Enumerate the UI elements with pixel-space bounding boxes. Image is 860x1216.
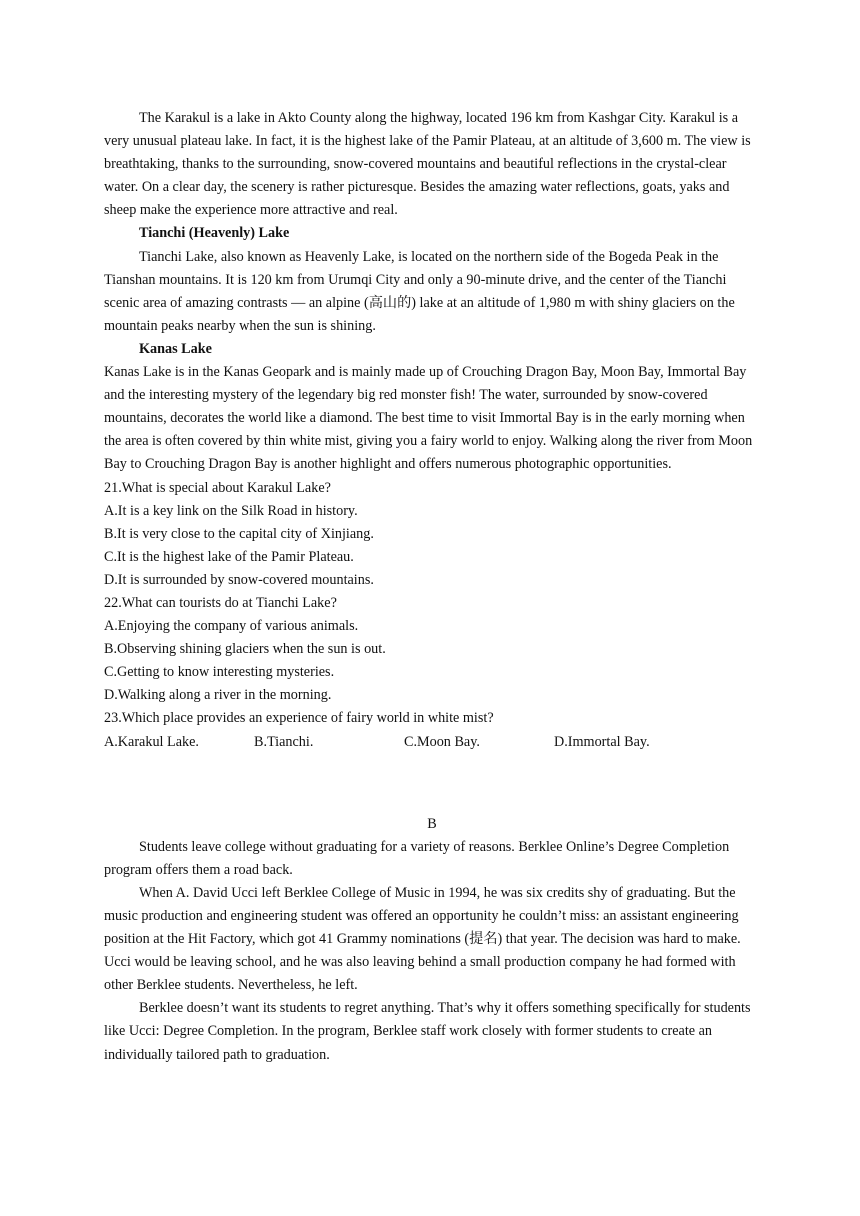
option-a: A.It is a key link on the Silk Road in history. bbox=[104, 502, 358, 519]
kanas-heading: Kanas Lake bbox=[139, 340, 212, 357]
option-d: D.Immortal Bay. bbox=[554, 733, 650, 750]
tianchi-heading: Tianchi (Heavenly) Lake bbox=[139, 225, 290, 242]
karakul-paragraph: The Karakul is a lake in Akto County along the highway, located 196 km from Kashgar City. Karakul is a very unusual plateau lake. In fact, it is the highest lake of the Pamir Plateau, at an altitude of 3,600 m. The view is breathtaking, thanks to the surrounding, snow-covered mountains and beautiful reflections in the crystal-clear water. On a clear day, the scenery is rather picturesque. Besides the amazing water reflections, goats, yaks and sheep make the experience more attractive and real. bbox=[104, 110, 751, 219]
option-b: B.It is very close to the capital city of Xinjiang. bbox=[104, 525, 374, 542]
question-stem: 21.What is special about Karakul Lake? bbox=[104, 479, 331, 496]
kanas-paragraph: Kanas Lake is in the Kanas Geopark and is mainly made up of Crouching Dragon Bay, Moon Bay, Immortal Bay and the interesting mystery of the legendary big red monster fish! The water, surrounded by snow-covered mountains, decorates the world like a diamond. The best time to visit Immortal Bay is in the early morning when the area is often covered by thin white mist, giving you a fairy world to enjoy. Walking along the river from Moon Bay to Crouching Dragon Bay is another highlight and offers numerous photographic opportunities. bbox=[104, 364, 753, 473]
question-22 bbox=[104, 592, 760, 707]
option-c: C.It is the highest lake of the Pamir Plateau. bbox=[104, 548, 354, 565]
question-stem: 23.Which place provides an experience of fairy world in white mist? bbox=[104, 710, 494, 727]
option-a: A.Karakul Lake. bbox=[104, 733, 199, 750]
option-b: B.Observing shining glaciers when the sun is out. bbox=[104, 641, 386, 658]
section-b-title: B bbox=[427, 815, 437, 832]
tianchi-paragraph: Tianchi Lake, also known as Heavenly Lake, is located on the northern side of the Bogeda Peak in the Tianshan mountains. It is 120 km from Urumqi City and only a 90-minute drive, and the center of the Tianchi scenic area of amazing contrasts — an alpine (高山的) lake at an altitude of 1,980 m with shiny glaciers on the mountain peaks nearby when the sun is shining. bbox=[104, 248, 735, 334]
passage-b-paragraph-2: When A. David Ucci left Berklee College of Music in 1994, he was six credits shy of graduating. But the music production and engineering student was offered an opportunity he couldn’t miss: an assistant engineering position at the Hit Factory, which got 41 Grammy nominations (提名) that year. The decision was hard to make. Ucci would be leaving school, and he was also leaving behind a small production company he had formed with other Berklee students. Nevertheless, he left. bbox=[104, 884, 741, 994]
document-page bbox=[104, 107, 760, 1067]
option-d: D.It is surrounded by snow-covered mountains. bbox=[104, 571, 374, 588]
option-b: B.Tianchi. bbox=[254, 733, 314, 750]
option-d: D.Walking along a river in the morning. bbox=[104, 687, 332, 704]
passage-b-paragraph-3: Berklee doesn’t want its students to regret anything. That’s why it offers something specifically for students like Ucci: Degree Completion. In the program, Berklee staff work closely with former students to create an individually tailored path to graduation. bbox=[104, 1000, 751, 1063]
passage-b-paragraph-1: Students leave college without graduating for a variety of reasons. Berklee Online’s Degree Completion program offers them a road back. bbox=[104, 838, 730, 878]
question-stem: 22.What can tourists do at Tianchi Lake? bbox=[104, 594, 337, 611]
option-a: A.Enjoying the company of various animals. bbox=[104, 618, 359, 635]
question-23 bbox=[104, 707, 760, 753]
option-c: C.Getting to know interesting mysteries. bbox=[104, 664, 335, 681]
option-c: C.Moon Bay. bbox=[404, 733, 480, 750]
options-row bbox=[104, 731, 760, 754]
question-21 bbox=[104, 477, 760, 592]
